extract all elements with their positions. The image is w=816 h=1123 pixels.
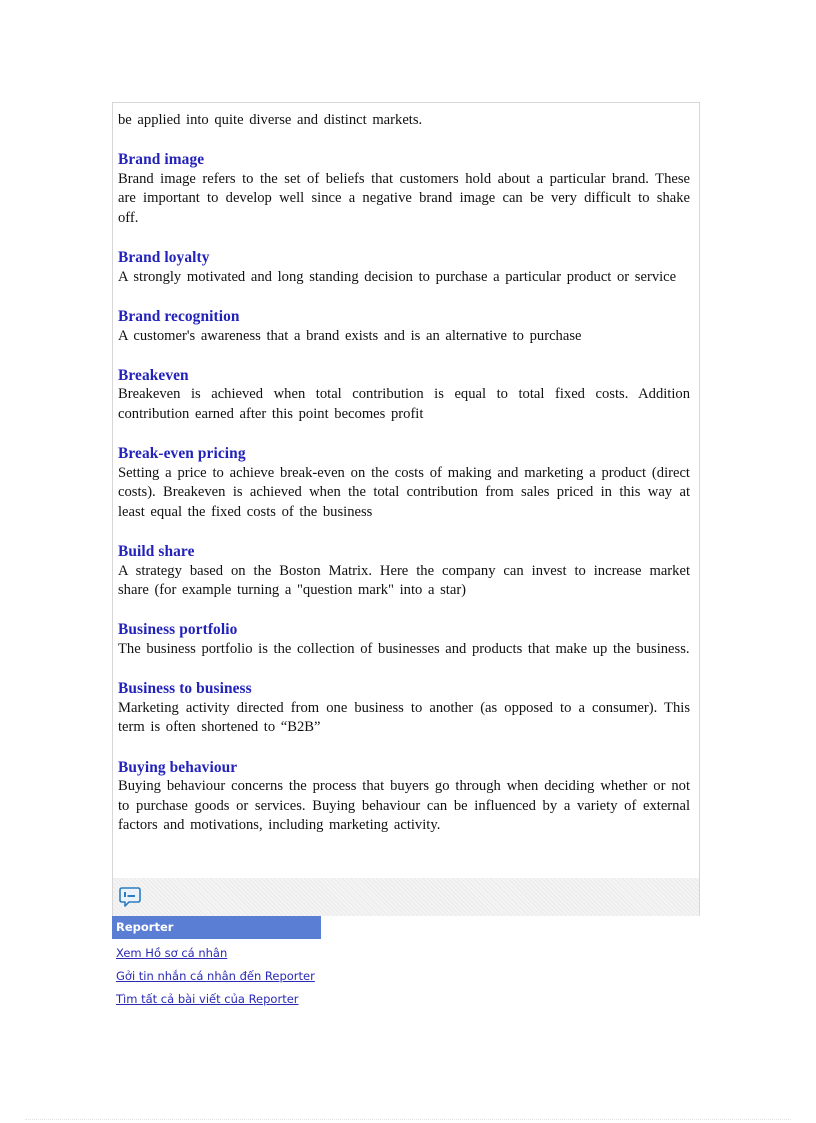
glossary-entry: [118, 150, 690, 228]
term-definition: A customer's awareness that a brand exists and is an alternative to purchase: [118, 327, 582, 344]
term-definition: The business portfolio is the collection of businesses and products that make up the business.: [118, 641, 690, 658]
glossary-entry: [118, 620, 690, 659]
post-content: [118, 111, 690, 856]
glossary-entry: [118, 758, 690, 836]
glossary-entry: [118, 366, 690, 425]
term-title: Brand recognition: [118, 307, 240, 325]
chat-bubble-icon[interactable]: [118, 885, 142, 909]
term-title: Brand loyalty: [118, 249, 210, 267]
author-panel-header: Reporter: [112, 916, 321, 939]
find-posts-link[interactable]: Tìm tất cả bài viết của Reporter: [116, 992, 299, 1006]
term-title: Buying behaviour: [118, 758, 238, 776]
term-definition: Setting a price to achieve break-even on the costs of making and marketing a product (direct costs). Breakeven is achieved when the total contribution from sales priced in this way at least equal the fixed costs of the business: [118, 464, 690, 520]
glossary-entry: [118, 307, 690, 346]
term-definition: Breakeven is achieved when total contribution is equal to total fixed costs. Addition contribution earned after this point becomes profit: [118, 386, 690, 422]
term-title: Break-even pricing: [118, 445, 246, 463]
term-title: Business to business: [118, 680, 252, 698]
term-title: Build share: [118, 543, 195, 561]
post-toolbar: [113, 878, 699, 916]
term-definition: Buying behaviour concerns the process that buyers go through when deciding whether or not to purchase goods or services. Buying behaviour can be influenced by a variety of external factors and motivations, including marketing activity.: [118, 778, 690, 834]
view-profile-link[interactable]: Xem Hồ sơ cá nhân: [116, 946, 228, 960]
term-definition: Marketing activity directed from one business to another (as opposed to a consumer). This term is often shortened to “B2B”: [118, 699, 690, 736]
glossary-entry: [118, 248, 690, 287]
page-bottom-divider: [25, 1119, 791, 1120]
glossary-entry: [118, 444, 690, 522]
glossary-entry: [118, 542, 690, 601]
author-panel: [112, 916, 321, 1011]
term-title: Business portfolio: [118, 621, 238, 639]
post-intro-text: be applied into quite diverse and distinct markets.: [118, 112, 423, 128]
term-definition: A strategy based on the Boston Matrix. Here the company can invest to increase market share (for example turning a "question mark" into a star): [118, 562, 690, 599]
term-title: Breakeven: [118, 366, 189, 384]
author-links: [112, 939, 321, 1011]
term-title: Brand image: [118, 151, 205, 169]
glossary-entry: [118, 679, 690, 738]
term-definition: Brand image refers to the set of beliefs that customers hold about a particular brand. These are important to develop well since a negative brand image can be very difficult to shake off.: [118, 170, 690, 226]
term-definition: A strongly motivated and long standing decision to purchase a particular product or service: [118, 268, 677, 285]
send-message-link[interactable]: Gởi tin nhắn cá nhân đến Reporter: [116, 969, 315, 983]
post-body: [112, 102, 700, 916]
